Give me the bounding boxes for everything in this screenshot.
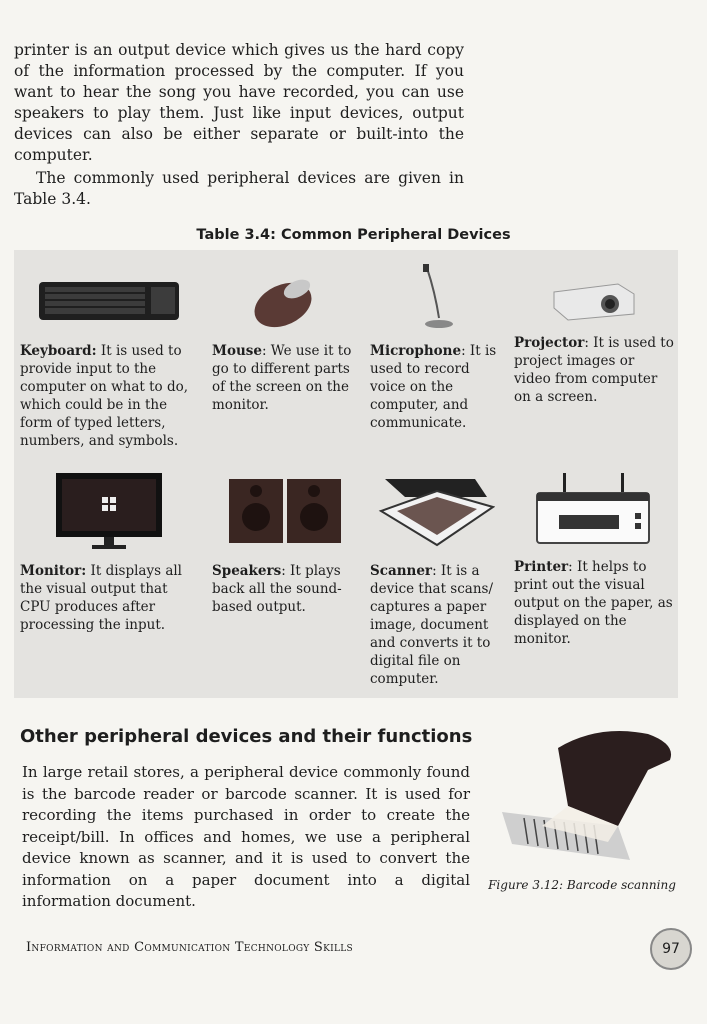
speakers-description [212,562,360,616]
device-desc: It is used to provide input to the computer on what to do, which could be in the form of typed letters, numbers, and symbols. [20,343,189,449]
table-cell-keyboard [14,250,204,460]
device-name: Speakers [212,563,282,579]
table-cell-speakers [206,460,364,698]
device-name: Scanner [370,563,433,579]
speakers-icon [206,468,364,553]
footer-title: Information and Communication Technology Skills [26,940,353,955]
scanner-icon [364,468,506,553]
device-desc: : It plays back all the sound-based output. [212,563,342,615]
table-cell-microphone [364,250,506,460]
page-number: 97 [662,941,680,957]
keyboard-description [20,342,200,450]
figure-caption: Figure 3.12: Barcode scanning [488,878,676,892]
mouse-description [212,342,360,414]
device-desc: : It is used to project images or video from computer on a screen. [514,335,674,405]
microphone-description [370,342,502,432]
device-name: Mouse [212,343,262,359]
intro-paragraph: printer is an output device which gives us the hard copy of the information processed by the computer. If you want to hear the song you have recorded, you can use speakers to play them. Just like input devices, output devices can also be either separate or built-into the computer. [14,41,464,164]
barcode-scanner-icon [498,726,678,866]
section-heading: Other peripheral devices and their functions [20,726,473,747]
device-desc: : It helps to print out the visual output on the paper, as displayed on the monitor. [514,559,673,647]
projector-description [514,334,674,406]
device-name: Projector [514,335,585,351]
table-caption: Table 3.4: Common Peripheral Devices [196,227,511,243]
device-name: Microphone [370,343,462,359]
table-cell-mouse [206,250,364,460]
mouse-icon [206,258,364,343]
device-name: Keyboard: [20,343,97,359]
device-desc: : We use it to go to different parts of the screen on the monitor. [212,343,352,413]
peripheral-devices-table [14,250,678,698]
device-name: Printer [514,559,569,575]
device-desc: : It is a device that scans/ captures a paper image, document and converts it to digital file on computer. [370,563,494,687]
page-number-badge [650,928,692,970]
projector-icon [508,256,678,341]
table-reference-paragraph: The commonly used peripheral devices are given in Table 3.4. [14,169,464,208]
section-paragraph: In large retail stores, a peripheral device commonly found is the barcode reader or barcode scanner. It is used for recording the items purchased in order to create the receipt/bill. In offices and homes, we use a peripheral device known as scanner, and it is used to convert the information on a paper document into a digital information document. [22,763,470,910]
device-desc: It displays all the visual output that CPU produces after processing the input. [20,563,182,633]
printer-description [514,558,674,648]
table-cell-projector [508,250,678,460]
printer-icon [508,466,678,551]
monitor-description [20,562,200,634]
keyboard-icon [14,258,204,343]
scanner-description [370,562,502,688]
table-cell-scanner [364,460,506,698]
table-cell-monitor [14,460,204,698]
monitor-icon [14,468,204,553]
table-cell-printer [508,460,678,698]
device-desc: : It is used to record voice on the computer, and communicate. [370,343,497,431]
microphone-icon [364,254,506,339]
device-name: Monitor: [20,563,87,579]
